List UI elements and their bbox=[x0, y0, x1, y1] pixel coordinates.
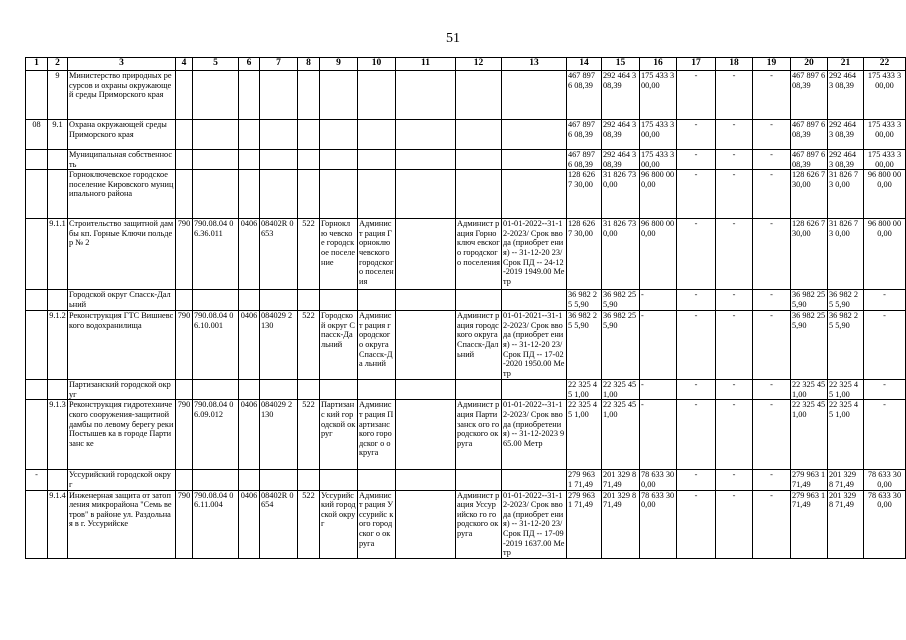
table-cell: 01-01-2022--31-1 2-2023/ Срок ввода (приобрет ения) -- 31-12-20 23/ Срок ПД -- 17-09-2019 1637.00 Метр bbox=[502, 490, 567, 558]
table-cell: 279 963 1 71,49 bbox=[567, 470, 602, 490]
table-cell: Партизанский городской округ bbox=[68, 380, 176, 400]
column-number: 15 bbox=[602, 58, 640, 71]
table-cell bbox=[502, 470, 567, 490]
table-cell bbox=[260, 71, 298, 120]
table-cell: 9 bbox=[48, 71, 68, 120]
table-cell: 790.08.04 06.36.011 bbox=[193, 219, 239, 290]
table-cell: Министерство природных ресурсов и охраны окружающей среды Приморского края bbox=[68, 71, 176, 120]
table-cell bbox=[502, 380, 567, 400]
table-row bbox=[26, 380, 906, 400]
table-cell: - bbox=[864, 311, 906, 380]
table-cell bbox=[26, 311, 48, 380]
table-cell: 279 963 1 71,49 bbox=[791, 470, 828, 490]
table-cell: - bbox=[716, 470, 753, 490]
table-cell: - bbox=[677, 219, 716, 290]
table-cell: Партизанс кий городской округ bbox=[320, 400, 358, 470]
table-cell: - bbox=[716, 380, 753, 400]
table-cell: - bbox=[677, 380, 716, 400]
table-cell bbox=[193, 150, 239, 170]
table-cell bbox=[358, 71, 396, 120]
table-cell bbox=[260, 470, 298, 490]
table-cell: - bbox=[864, 400, 906, 470]
table-cell: 467 897 6 08,39 bbox=[567, 150, 602, 170]
table-cell bbox=[396, 120, 456, 150]
table-cell: 790 bbox=[176, 400, 193, 470]
table-cell: 279 963 1 71,49 bbox=[791, 490, 828, 558]
table-cell: - bbox=[677, 290, 716, 311]
table-cell: 01-01-2022--31-1 2-2023/ Срок ввода (приобретения) -- 31-12-2023 965.00 Метр bbox=[502, 400, 567, 470]
table-cell bbox=[239, 71, 260, 120]
table-cell bbox=[396, 219, 456, 290]
table-cell: 790 bbox=[176, 219, 193, 290]
table-cell: 22 325 45 1,00 bbox=[791, 400, 828, 470]
table-cell bbox=[396, 170, 456, 219]
table-cell: 790.08.04 06.10.001 bbox=[193, 311, 239, 380]
table-row bbox=[26, 150, 906, 170]
table-cell: - bbox=[640, 311, 677, 380]
table-cell: 22 325 45 1,00 bbox=[828, 380, 864, 400]
table-cell bbox=[358, 470, 396, 490]
table-cell: - bbox=[753, 400, 791, 470]
column-number: 2 bbox=[48, 58, 68, 71]
column-number: 13 bbox=[502, 58, 567, 71]
table-cell: 790.08.04 06.11.004 bbox=[193, 490, 239, 558]
table-cell bbox=[456, 150, 502, 170]
table-cell: 36 982 25 5,90 bbox=[602, 311, 640, 380]
table-cell bbox=[176, 380, 193, 400]
table-row bbox=[26, 400, 906, 470]
table-cell: 292 464 3 08,39 bbox=[828, 150, 864, 170]
table-cell: - bbox=[677, 470, 716, 490]
table-cell: 22 325 45 1,00 bbox=[602, 380, 640, 400]
table-cell: 522 bbox=[298, 490, 320, 558]
table-cell: 22 325 45 1,00 bbox=[791, 380, 828, 400]
table-cell: - bbox=[753, 470, 791, 490]
table-cell: 9.1.3 bbox=[48, 400, 68, 470]
table-cell: - bbox=[716, 219, 753, 290]
table-cell bbox=[396, 290, 456, 311]
table-cell: 96 800 00 0,00 bbox=[640, 219, 677, 290]
table-cell bbox=[358, 290, 396, 311]
table-cell: Муниципальная собственность bbox=[68, 150, 176, 170]
table-cell: 128 626 7 30,00 bbox=[791, 170, 828, 219]
table-cell: - bbox=[864, 380, 906, 400]
table-cell bbox=[396, 470, 456, 490]
table-cell: 36 982 25 5,90 bbox=[602, 290, 640, 311]
table-cell bbox=[26, 219, 48, 290]
table-cell: Городско й округ Спасск-Да льний bbox=[320, 311, 358, 380]
table-cell: 279 963 1 71,49 bbox=[567, 490, 602, 558]
table-cell bbox=[48, 470, 68, 490]
table-cell bbox=[456, 120, 502, 150]
table-cell bbox=[396, 400, 456, 470]
table-cell: 790 bbox=[176, 311, 193, 380]
table-cell: 0406 bbox=[239, 219, 260, 290]
table-cell bbox=[396, 311, 456, 380]
table-cell: 31 826 73 0,00 bbox=[602, 219, 640, 290]
table-cell: 175 433 3 00,00 bbox=[864, 150, 906, 170]
table-cell: 08 bbox=[26, 120, 48, 150]
table-cell bbox=[239, 290, 260, 311]
table-cell: 522 bbox=[298, 311, 320, 380]
table-cell bbox=[26, 490, 48, 558]
table-cell: 128 626 7 30,00 bbox=[567, 219, 602, 290]
table-cell: Админист рация Уссурийс кого городског о округа bbox=[358, 490, 396, 558]
column-number: 4 bbox=[176, 58, 193, 71]
column-number: 16 bbox=[640, 58, 677, 71]
table-cell: 78 633 30 0,00 bbox=[640, 470, 677, 490]
table-cell: 31 826 73 0,00 bbox=[828, 170, 864, 219]
table-cell: - bbox=[753, 290, 791, 311]
table-cell bbox=[320, 150, 358, 170]
table-cell: 128 626 7 30,00 bbox=[567, 170, 602, 219]
table-cell bbox=[239, 170, 260, 219]
table-cell bbox=[456, 290, 502, 311]
table-cell: 175 433 3 00,00 bbox=[640, 120, 677, 150]
table-cell: Уссурийский городской округ bbox=[68, 470, 176, 490]
column-number: 10 bbox=[358, 58, 396, 71]
table-cell: - bbox=[753, 71, 791, 120]
table-cell: 31 826 73 0,00 bbox=[602, 170, 640, 219]
table-cell: - bbox=[716, 170, 753, 219]
table-cell bbox=[176, 470, 193, 490]
table-cell bbox=[502, 150, 567, 170]
table-cell: - bbox=[716, 311, 753, 380]
table-cell: Охрана окружающей среды Приморского края bbox=[68, 120, 176, 150]
column-number: 5 bbox=[193, 58, 239, 71]
table-cell bbox=[320, 71, 358, 120]
table-cell: 084029 2130 bbox=[260, 311, 298, 380]
table-cell: - bbox=[677, 150, 716, 170]
table-cell: - bbox=[716, 400, 753, 470]
table-cell: - bbox=[640, 290, 677, 311]
column-number: 14 bbox=[567, 58, 602, 71]
table-cell bbox=[502, 120, 567, 150]
table-cell bbox=[456, 470, 502, 490]
table-cell bbox=[502, 71, 567, 120]
table-cell bbox=[193, 290, 239, 311]
table-row bbox=[26, 170, 906, 219]
table-cell: Админист рация городского округа Спасск-Дал ьний bbox=[456, 311, 502, 380]
table-cell: - bbox=[677, 120, 716, 150]
table-cell bbox=[298, 470, 320, 490]
table-cell: 01-01-2021--31-1 2-2023/ Срок ввода (приобрет ения) -- 31-12-20 23/ Срок ПД -- 17-02-2020 1950.00 Метр bbox=[502, 311, 567, 380]
table-cell bbox=[260, 150, 298, 170]
table-cell bbox=[193, 470, 239, 490]
table-cell bbox=[26, 150, 48, 170]
table-cell: 201 329 8 71,49 bbox=[602, 490, 640, 558]
table-cell bbox=[176, 71, 193, 120]
table-cell: - bbox=[753, 150, 791, 170]
column-number: 21 bbox=[828, 58, 864, 71]
table-cell bbox=[48, 170, 68, 219]
table-cell bbox=[239, 120, 260, 150]
table-cell: 292 464 3 08,39 bbox=[828, 120, 864, 150]
table-cell bbox=[396, 380, 456, 400]
table-cell: 292 464 3 08,39 bbox=[828, 71, 864, 120]
table-cell bbox=[26, 290, 48, 311]
table-cell bbox=[239, 150, 260, 170]
column-number: 3 bbox=[68, 58, 176, 71]
table-cell: 31 826 73 0,00 bbox=[828, 219, 864, 290]
budget-table bbox=[25, 57, 906, 559]
table-cell bbox=[176, 150, 193, 170]
table-cell: 36 982 25 5,90 bbox=[828, 290, 864, 311]
table-cell bbox=[502, 290, 567, 311]
table-cell: 96 800 00 0,00 bbox=[864, 170, 906, 219]
table-cell: - bbox=[753, 490, 791, 558]
table-cell bbox=[456, 170, 502, 219]
table-cell: - bbox=[677, 311, 716, 380]
table-cell bbox=[193, 71, 239, 120]
table-cell: 9.1 bbox=[48, 120, 68, 150]
table-cell bbox=[358, 120, 396, 150]
table-cell bbox=[26, 400, 48, 470]
table-cell: 36 982 25 5,90 bbox=[567, 311, 602, 380]
table-cell bbox=[193, 120, 239, 150]
table-cell bbox=[456, 380, 502, 400]
table-cell: 78 633 30 0,00 bbox=[864, 490, 906, 558]
column-number: 17 bbox=[677, 58, 716, 71]
table-cell bbox=[298, 290, 320, 311]
table-cell bbox=[239, 380, 260, 400]
table-cell: 22 325 45 1,00 bbox=[567, 400, 602, 470]
table-cell: - bbox=[716, 490, 753, 558]
column-number: 20 bbox=[791, 58, 828, 71]
column-number: 12 bbox=[456, 58, 502, 71]
table-row bbox=[26, 219, 906, 290]
table-cell: Админист рация Горноклю чевского городског о поселения bbox=[358, 219, 396, 290]
table-cell: 467 897 6 08,39 bbox=[791, 150, 828, 170]
table-cell bbox=[456, 71, 502, 120]
table-cell bbox=[176, 120, 193, 150]
table-cell bbox=[298, 71, 320, 120]
table-row bbox=[26, 71, 906, 120]
table-cell: 9.1.2 bbox=[48, 311, 68, 380]
table-cell: Админист рация Горноключ евского городского поселения bbox=[456, 219, 502, 290]
table-row bbox=[26, 470, 906, 490]
table-cell bbox=[320, 380, 358, 400]
table-cell: 96 800 00 0,00 bbox=[640, 170, 677, 219]
table-cell: 201 329 8 71,49 bbox=[602, 470, 640, 490]
table-cell bbox=[239, 470, 260, 490]
table-cell bbox=[396, 150, 456, 170]
table-cell: 01-01-2022--31-1 2-2023/ Срок ввода (приобрет ения) -- 31-12-20 23/ Срок ПД -- 24-12-2019 1949.00 Метр bbox=[502, 219, 567, 290]
table-cell: 78 633 30 0,00 bbox=[864, 470, 906, 490]
table-cell bbox=[320, 120, 358, 150]
column-number: 9 bbox=[320, 58, 358, 71]
table-cell: - bbox=[640, 380, 677, 400]
table-cell: 22 325 45 1,00 bbox=[602, 400, 640, 470]
table-cell bbox=[26, 380, 48, 400]
table-cell: 467 897 6 08,39 bbox=[567, 120, 602, 150]
table-cell: 292 464 3 08,39 bbox=[602, 71, 640, 120]
table-cell: Админист рация Партизанск ого городского округа bbox=[456, 400, 502, 470]
table-cell bbox=[26, 170, 48, 219]
table-cell bbox=[26, 71, 48, 120]
table-cell bbox=[358, 380, 396, 400]
column-number: 1 bbox=[26, 58, 48, 71]
table-cell: - bbox=[753, 380, 791, 400]
table-cell: Горноключевское городское поселение Кировского муниципального района bbox=[68, 170, 176, 219]
column-number: 8 bbox=[298, 58, 320, 71]
table-cell: 9.1.1 bbox=[48, 219, 68, 290]
table-cell bbox=[320, 170, 358, 219]
table-row bbox=[26, 120, 906, 150]
column-number-row bbox=[26, 58, 906, 71]
table-cell: 9.1.4 bbox=[48, 490, 68, 558]
table-cell bbox=[260, 120, 298, 150]
table-cell: Админист рация Партизанс кого городског о округа bbox=[358, 400, 396, 470]
column-number: 7 bbox=[260, 58, 298, 71]
table-cell: 292 464 3 08,39 bbox=[602, 120, 640, 150]
table-cell: 175 433 3 00,00 bbox=[640, 71, 677, 120]
table-cell: 790.08.04 06.09.012 bbox=[193, 400, 239, 470]
table-cell bbox=[502, 170, 567, 219]
table-cell: - bbox=[677, 71, 716, 120]
page-number: 51 bbox=[446, 31, 460, 46]
table-cell: 201 329 8 71,49 bbox=[828, 490, 864, 558]
table-cell: - bbox=[716, 290, 753, 311]
table-cell: 175 433 3 00,00 bbox=[864, 71, 906, 120]
table-cell: Админист рация городског о округа Спасск-Да льний bbox=[358, 311, 396, 380]
table-cell: Реконструкция ГТС Вишневского водохранилища bbox=[68, 311, 176, 380]
table-cell: 175 433 3 00,00 bbox=[864, 120, 906, 150]
table-cell bbox=[176, 170, 193, 219]
table-cell bbox=[260, 380, 298, 400]
table-cell: 22 325 45 1,00 bbox=[567, 380, 602, 400]
table-cell: 0406 bbox=[239, 490, 260, 558]
table-cell: 78 633 30 0,00 bbox=[640, 490, 677, 558]
table-cell: Уссурийс кий городской округ bbox=[320, 490, 358, 558]
table-cell bbox=[320, 470, 358, 490]
table-cell: - bbox=[753, 170, 791, 219]
table-cell: 522 bbox=[298, 219, 320, 290]
table-row bbox=[26, 311, 906, 380]
table-cell: Инженерная защита от затопления микрорайона "Семь ветров" в районе ул. Раздольная в г. Уссурийске bbox=[68, 490, 176, 558]
table-cell: - bbox=[677, 400, 716, 470]
table-cell: 522 bbox=[298, 400, 320, 470]
table-cell: 36 982 25 5,90 bbox=[567, 290, 602, 311]
table-cell bbox=[48, 290, 68, 311]
table-cell: Строительство защитной дамбы кп. Горные Ключи польдер № 2 bbox=[68, 219, 176, 290]
table-cell: 790 bbox=[176, 490, 193, 558]
table-cell bbox=[48, 380, 68, 400]
table-cell: - bbox=[640, 400, 677, 470]
table-cell: 467 897 6 08,39 bbox=[567, 71, 602, 120]
table-cell: 0406 bbox=[239, 400, 260, 470]
table-cell: 96 800 00 0,00 bbox=[864, 219, 906, 290]
table-cell: 08402R 0653 bbox=[260, 219, 298, 290]
table-cell: - bbox=[716, 150, 753, 170]
table-cell: 467 897 6 08,39 bbox=[791, 120, 828, 150]
table-cell: Городской округ Спасск-Дальний bbox=[68, 290, 176, 311]
table-cell: 175 433 3 00,00 bbox=[640, 150, 677, 170]
column-number: 22 bbox=[864, 58, 906, 71]
table-cell: Админист рация Уссурийско го городского округа bbox=[456, 490, 502, 558]
table-cell: 08402R 0654 bbox=[260, 490, 298, 558]
table-cell bbox=[298, 120, 320, 150]
table-cell: - bbox=[753, 120, 791, 150]
table-cell bbox=[260, 290, 298, 311]
table-cell bbox=[193, 170, 239, 219]
table-cell: 128 626 7 30,00 bbox=[791, 219, 828, 290]
table-cell: - bbox=[677, 490, 716, 558]
table-cell bbox=[396, 490, 456, 558]
table-cell bbox=[396, 71, 456, 120]
table-cell: - bbox=[26, 470, 48, 490]
table-cell: 292 464 3 08,39 bbox=[602, 150, 640, 170]
column-number: 11 bbox=[396, 58, 456, 71]
table-cell bbox=[298, 380, 320, 400]
table-cell bbox=[260, 170, 298, 219]
table-cell: Реконструкция гидротехнического сооружения-защитной дамбы по левому берегу реки Постышев ка в городе Партизанс ке bbox=[68, 400, 176, 470]
table-row bbox=[26, 490, 906, 558]
column-number: 19 bbox=[753, 58, 791, 71]
table-row bbox=[26, 290, 906, 311]
table-cell: 201 329 8 71,49 bbox=[828, 470, 864, 490]
column-number: 6 bbox=[239, 58, 260, 71]
table-cell: 084029 2130 bbox=[260, 400, 298, 470]
table-cell: Горноклю чевское городское поселение bbox=[320, 219, 358, 290]
table-cell: 36 982 25 5,90 bbox=[828, 311, 864, 380]
table-cell: - bbox=[716, 71, 753, 120]
table-cell bbox=[176, 290, 193, 311]
table-cell: 467 897 6 08,39 bbox=[791, 71, 828, 120]
table-cell bbox=[193, 380, 239, 400]
table-cell: 0406 bbox=[239, 311, 260, 380]
table-cell bbox=[48, 150, 68, 170]
table-cell bbox=[320, 290, 358, 311]
table-cell: - bbox=[864, 290, 906, 311]
table-cell bbox=[358, 150, 396, 170]
table-cell bbox=[358, 170, 396, 219]
table-cell: 22 325 45 1,00 bbox=[828, 400, 864, 470]
table-cell: 36 982 25 5,90 bbox=[791, 290, 828, 311]
column-number: 18 bbox=[716, 58, 753, 71]
table-cell: - bbox=[753, 219, 791, 290]
table-cell: - bbox=[677, 170, 716, 219]
table-cell: 36 982 25 5,90 bbox=[791, 311, 828, 380]
table-cell: - bbox=[716, 120, 753, 150]
table-cell bbox=[298, 170, 320, 219]
table-cell: - bbox=[753, 311, 791, 380]
table-cell bbox=[298, 150, 320, 170]
